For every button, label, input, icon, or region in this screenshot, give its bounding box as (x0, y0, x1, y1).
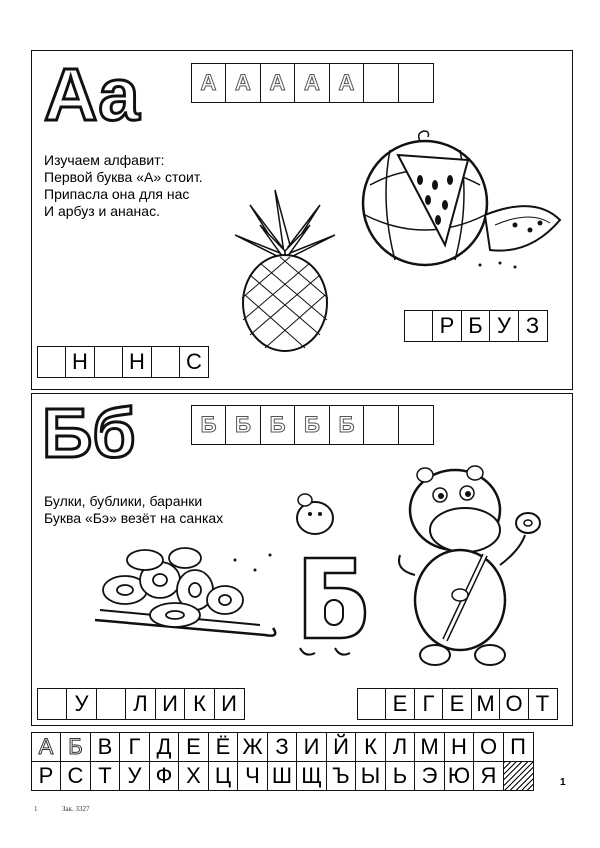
trace-a-cell[interactable] (398, 63, 434, 103)
alphabet-letter: В (90, 732, 121, 762)
trace-a-cell[interactable] (363, 63, 399, 103)
alphabet-letter: Г (119, 732, 150, 762)
alphabet-row-2 (32, 762, 534, 791)
word-begemot (358, 688, 558, 720)
word-arbuz-cell[interactable]: Б (461, 310, 491, 342)
alphabet-letter: И (296, 732, 327, 762)
alphabet-letter: Й (326, 732, 357, 762)
trace-a-cell[interactable]: А (191, 63, 227, 103)
alphabet-letter: Ш (267, 761, 298, 791)
poem-a-line-4: И арбуз и ананас. (44, 203, 160, 219)
alphabet-letter: Р (31, 761, 62, 791)
word-arbuz-cell[interactable]: Р (432, 310, 462, 342)
alphabet-letter (503, 761, 534, 791)
word-ananas-cell[interactable]: С (179, 346, 209, 378)
alphabet-letter: Я (473, 761, 504, 791)
word-ananas-cell[interactable]: Н (122, 346, 152, 378)
alphabet-letter: Ю (444, 761, 475, 791)
trace-a-cell[interactable]: А (225, 63, 261, 103)
poem-a (44, 152, 203, 220)
alphabet-letter: Д (149, 732, 180, 762)
word-bulki-cell[interactable]: И (214, 688, 245, 720)
alphabet-letter: Ё (208, 732, 239, 762)
trace-row-a (192, 63, 434, 103)
word-ananas-cell[interactable]: Н (65, 346, 95, 378)
alphabet-letter: Ф (149, 761, 180, 791)
alphabet-letter: З (267, 732, 298, 762)
word-begemot-cell[interactable]: Е (442, 688, 472, 720)
hippo-illustration (395, 455, 545, 675)
pineapple-illustration (230, 185, 340, 355)
word-bulki-cell[interactable] (96, 688, 127, 720)
word-bulki-cell[interactable]: К (184, 688, 215, 720)
trace-b-cell[interactable]: Б (329, 405, 365, 445)
alphabet-letter: К (355, 732, 386, 762)
alphabet-letter: Е (178, 732, 209, 762)
poem-a-line-1: Изучаем алфавит: (44, 152, 165, 168)
alphabet-letter: Ь (385, 761, 416, 791)
trace-b-cell[interactable] (363, 405, 399, 445)
alphabet-letter: Х (178, 761, 209, 791)
alphabet-row-1 (32, 732, 534, 762)
word-bulki (38, 688, 245, 720)
poem-b-line-1: Булки, бублики, баранки (44, 493, 203, 509)
word-begemot-cell[interactable]: М (471, 688, 501, 720)
word-bulki-cell[interactable] (37, 688, 68, 720)
word-begemot-cell[interactable]: О (499, 688, 529, 720)
trace-b-cell[interactable] (398, 405, 434, 445)
trace-row-b (192, 405, 434, 445)
word-ananas (38, 346, 209, 378)
alphabet-letter: Н (444, 732, 475, 762)
trace-b-cell[interactable]: Б (294, 405, 330, 445)
mouse-with-letter-b-illustration (280, 488, 370, 668)
footer-left: 1 (34, 805, 38, 813)
word-arbuz (405, 310, 548, 342)
alphabet-letter: О (473, 732, 504, 762)
word-begemot-cell[interactable]: Г (414, 688, 444, 720)
trace-b-cell[interactable]: Б (260, 405, 296, 445)
big-letter-a: Аа (44, 53, 140, 136)
big-letter-b: Бб (42, 394, 136, 472)
poem-b-line-2: Буква «Бэ» везёт на санках (44, 510, 224, 526)
trace-a-cell[interactable]: А (294, 63, 330, 103)
trace-b-cell[interactable]: Б (225, 405, 261, 445)
poem-a-line-3: Припасла она для нас (44, 186, 190, 202)
word-begemot-cell[interactable]: Е (385, 688, 415, 720)
alphabet-letter: Л (385, 732, 416, 762)
alphabet-letter: Ж (237, 732, 268, 762)
page-number: 1 (560, 777, 566, 788)
word-bulki-cell[interactable]: У (66, 688, 97, 720)
alphabet-letter: Т (90, 761, 121, 791)
word-begemot-cell[interactable]: Т (528, 688, 558, 720)
alphabet-letter: С (60, 761, 91, 791)
word-arbuz-cell[interactable]: У (489, 310, 519, 342)
word-bulki-cell[interactable]: И (155, 688, 186, 720)
word-ananas-cell[interactable] (151, 346, 181, 378)
word-bulki-cell[interactable]: Л (125, 688, 156, 720)
word-ananas-cell[interactable] (37, 346, 67, 378)
alphabet-letter: Ц (208, 761, 239, 791)
word-ananas-cell[interactable] (94, 346, 124, 378)
alphabet-letter: А (31, 732, 62, 762)
alphabet-letter: Щ (296, 761, 327, 791)
trace-b-cell[interactable]: Б (191, 405, 227, 445)
word-begemot-cell[interactable] (357, 688, 387, 720)
alphabet-letter: П (503, 732, 534, 762)
watermelon-illustration (350, 125, 565, 275)
footer-right: Зак. 3327 (62, 805, 90, 813)
poem-a-line-2: Первой буква «А» стоит. (44, 169, 203, 185)
alphabet-letter: Ъ (326, 761, 357, 791)
alphabet-letter: Ы (355, 761, 386, 791)
sled-with-bagels-illustration (85, 540, 285, 650)
trace-a-cell[interactable]: А (260, 63, 296, 103)
alphabet-letter: Э (414, 761, 445, 791)
trace-a-cell[interactable]: А (329, 63, 365, 103)
alphabet-letter: Б (60, 732, 91, 762)
word-arbuz-cell[interactable]: З (518, 310, 548, 342)
poem-b (44, 493, 223, 527)
alphabet-letter: Ч (237, 761, 268, 791)
alphabet-letter: М (414, 732, 445, 762)
word-arbuz-cell[interactable] (404, 310, 434, 342)
alphabet-letter: У (119, 761, 150, 791)
